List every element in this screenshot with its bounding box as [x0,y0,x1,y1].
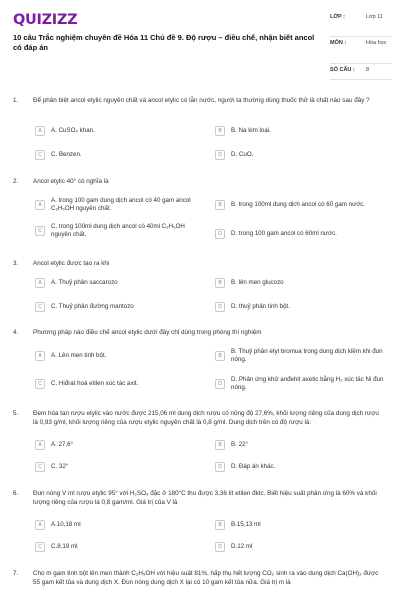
option-text: A. trong 100 gam dung dịch ancol có 40 gam ancol C₂H₅OH nguyên chất. [51,197,191,212]
option-b[interactable] [215,126,390,136]
option-letter: B [215,351,225,361]
question-text: Ancol etylic được tạo ra khi [33,260,110,267]
option-text: C. Benzen. [51,151,82,158]
option-d[interactable] [215,462,390,472]
meta-row-class [330,12,392,38]
option-a[interactable] [35,197,205,213]
option-a[interactable] [35,278,205,288]
option-a[interactable] [35,520,205,530]
option-text: D.12 ml [231,543,253,550]
option-c[interactable] [35,302,205,312]
option-letter: C [35,302,45,312]
meta-value-subject: Hóa học [366,40,387,46]
option-text: C. Hiđrat hoá etilen xúc tác axit. [51,380,139,387]
option-a[interactable] [35,440,205,450]
worksheet-meta [330,12,392,81]
option-text: B.15,13 ml [231,521,261,528]
option-text: B. Na kim loại. [231,127,271,134]
option-letter: A [35,200,45,210]
question-text: Ancol etylic 40° có nghĩa là [33,178,109,185]
question-number: 1. [13,97,19,104]
option-letter: B [215,440,225,450]
option-text: A. CuSO₄ khan. [51,127,95,134]
option-letter: A [35,520,45,530]
divider [330,79,392,80]
question-number: 5. [13,410,19,417]
question-text: Phương pháp nào điều chế ancol etylic dưới đây chỉ dùng trong phòng thí nghiệm [33,329,262,336]
option-letter: D [215,229,225,239]
meta-value-count: 8 [366,67,370,73]
option-d[interactable] [215,229,390,239]
question-number: 7. [13,570,19,577]
option-letter: A [35,440,45,450]
option-a[interactable] [35,351,205,361]
question-text: Để phân biệt ancol etylic nguyên chất và ancol etylic có lẫn nước, người ta thường dùng thuốc thử là chất nào sau đây ? [33,97,370,104]
option-text: A.10,18 ml [51,521,81,528]
option-b[interactable] [215,440,390,450]
option-text: C. trong 100ml dung dịch ancol có 40ml C₂H₅OH nguyên chất. [51,223,185,238]
option-d[interactable] [215,542,390,552]
option-a[interactable] [35,126,205,136]
meta-row-subject [330,38,392,65]
option-letter: B [215,520,225,530]
option-text: A. Lên men tinh bột. [51,352,107,359]
option-text: D. CuO. [231,151,254,158]
option-text: B. Thuỷ phân etyl bromua trong dung dịch kiềm khi đun nóng. [231,348,383,363]
option-text: C. 32° [51,463,69,470]
question-text: Đun nóng V ml rượu etylic 95° với H₂SO₄ đặc ở 180°C thu được 3,36 lít etilen đktc. Biết hiệu suất phản ứng là 60% và khối lượng riêng của rượu là 0,8 gam/ml. Giá trị của V là [33,490,377,506]
option-b[interactable] [215,278,390,288]
option-letter: C [35,462,45,472]
question-number: 4. [13,329,19,336]
option-c[interactable] [35,462,205,472]
option-d[interactable] [215,150,390,160]
worksheet-header [0,0,400,80]
question-text: Đem hóa tan rượu etylic vào nước được 215,06 ml dung dịch rượu có nồng độ 27,6%, khối lượng riêng của dung dịch rượu là 0,93 g/ml, khối lượng riêng của rượu etylic nguyên chất là 0,8 g/ml. Dung dịch trên có độ rượu là: [33,410,379,426]
meta-label-subject: MÔN : [330,40,347,46]
option-letter: C [35,226,45,236]
option-letter: D [215,150,225,160]
option-letter: A [35,351,45,361]
question-text: Cho m gam tinh bột lên men thành C₂H₅OH với hiệu suất 81%, hấp thụ hết lượng CO₂ sinh ra vào dung dịch Ca(OH)₂ được 55 gam kết tủa và dung dịch X. Đun nóng dung dịch X lại có 10 gam kết tủa nữa. Giá trị m là [33,570,379,586]
option-letter: A [35,126,45,136]
option-text: D. Phản ứng khử anđehit axetic bằng H₂ xúc tác Ni đun nóng. [231,376,384,391]
option-text: B. 22° [231,441,248,448]
option-text: D. trong 100 gam ancol có 60ml nước. [231,230,337,237]
question-number: 3. [13,260,19,267]
option-text: B. trong 100ml dung dịch ancol có 60 gam nước. [231,201,366,208]
question-number: 2. [13,178,19,185]
option-b[interactable] [215,348,390,364]
option-letter: D [215,302,225,312]
option-letter: B [215,278,225,288]
option-letter: C [35,542,45,552]
option-text: A. Thuỷ phân saccarozo [51,279,118,286]
meta-row-count [330,65,392,81]
option-d[interactable] [215,302,390,312]
option-b[interactable] [215,200,390,210]
meta-label-class: LỚP : [330,14,345,20]
option-b[interactable] [215,520,390,530]
meta-value-class: Lớp 11 [366,14,383,20]
option-letter: B [215,126,225,136]
option-text: D. thuỷ phân tinh bột. [231,303,290,310]
option-c[interactable] [35,379,205,389]
option-c[interactable] [35,223,205,239]
divider [330,63,392,64]
meta-label-count: SỐ CÂU : [330,67,355,73]
divider [330,36,392,37]
option-letter: D [215,379,225,389]
option-text: C. Thuỷ phân đường mantozo [51,303,134,310]
option-text: A. 27,6° [51,441,74,448]
option-text: C.8,19 ml [51,543,78,550]
option-letter: D [215,462,225,472]
worksheet-title: 10 câu Trắc nghiệm chuyên đề Hóa 11 Chủ đề 9. Độ rượu – điều chế, nhận biết ancol có đáp án [13,33,315,52]
option-letter: D [215,542,225,552]
question-number: 6. [13,490,19,497]
option-text: D. Đáp án khác. [231,463,276,470]
option-letter: B [215,200,225,210]
option-letter: C [35,379,45,389]
option-text: B. lên men glucozo [231,279,284,286]
quizizz-logo: QUIZIZZ [13,12,78,28]
option-letter: A [35,278,45,288]
option-c[interactable] [35,150,205,160]
option-letter: C [35,150,45,160]
option-d[interactable] [215,376,390,392]
option-c[interactable] [35,542,205,552]
